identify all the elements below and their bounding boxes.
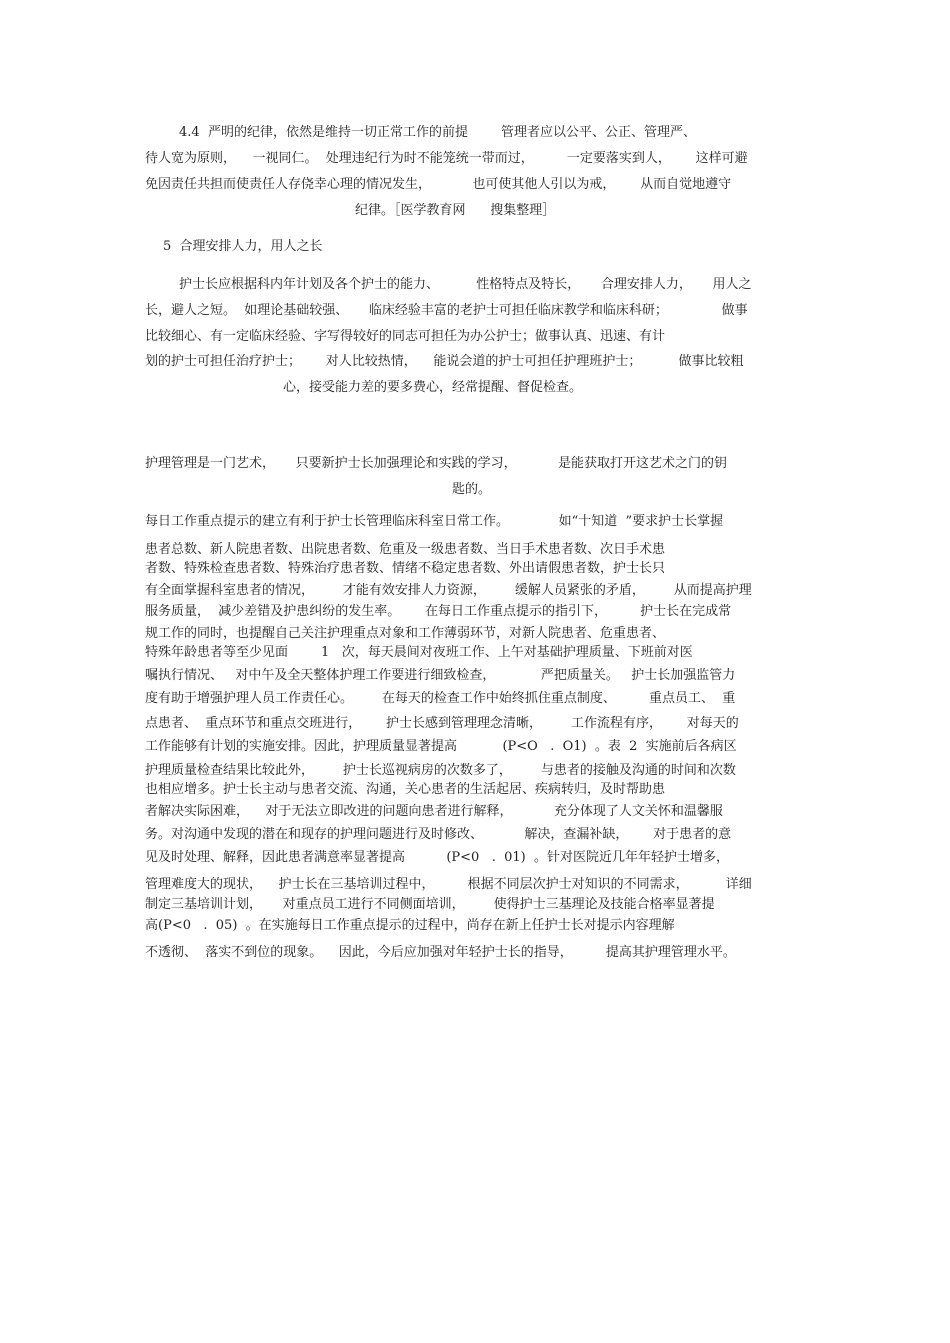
text-line: 点患者、 重点环节和重点交班进行， 护士长感到管理理念清晰， 工作流程有序， 对每天的 (145, 716, 739, 731)
text-line: 匙的。 (452, 482, 492, 497)
text-line: 护士长应根据科内年计划及各个护士的能力、 性格特点及特长， 合理安排人力， 用人之 (179, 277, 752, 292)
text-line: 不透彻、 落实不到位的现象。 因此，今后应加强对年轻护士长的指导， 提高其护理管理水平。 (145, 945, 736, 960)
text-line: 长，避人之短。 如理论基础较强、 临床经验丰富的老护士可担任临床教学和临床科研； 做事 (145, 303, 748, 318)
section-heading: 5 合理安排人力，用人之长 (163, 239, 323, 254)
text-line: 工作能够有计划的实施安排。因此，护理质量显著提高 (P<O . O1) 。表 2 实施前后各病区 (145, 739, 737, 754)
text-line: 免因责任共担而使责任人存侥幸心理的情况发生， 也可使其他人引以为戒， 从而自觉地遵守 (145, 177, 732, 192)
text-line: 待人宽为原则， 一视同仁。 处理违纪行为时不能笼统一带而过， 一定要落实到人， 这样可避 (145, 151, 748, 166)
text-line: 管理难度大的现状， 护士长在三基培训过程中， 根据不同层次护士对知识的不同需求， 详细 (145, 877, 752, 892)
text-line: 4.4 严明的纪律，依然是维持一切正常工作的前提 管理者应以公平、公正、管理严、 (179, 125, 696, 140)
text-line: 划的护士可担任治疗护士； 对人比较热情， 能说会道的护士可担任护理班护士； 做事比较粗 (145, 354, 744, 369)
text-line: 者解决实际困难， 对于无法立即改进的问题向患者进行解释， 充分体现了人文关怀和温馨服 (145, 804, 723, 819)
text-line: 纪律。［医学教育网 搜集整理］ (355, 203, 556, 218)
text-line: 心，接受能力差的要多费心，经常提醒、督促检查。 (283, 380, 583, 395)
text-line: 护理质量检查结果比较此外， 护士长巡视病房的次数多了， 与患者的接触及沟通的时间和次数 (145, 763, 736, 778)
text-line: 服务质量， 减少差错及护患纠纷的发生率。 在每日工作重点提示的指引下， 护士长在完成常 (145, 604, 732, 619)
text-line: 规工作的同时，也提醒自己关注护理重点对象和工作薄弱环节，对新人院患者、危重患者、 (145, 626, 666, 641)
text-line: 高(P<0 . 05) 。在实施每日工作重点提示的过程中，尚存在新上任护士长对提示内容理解 (145, 918, 675, 933)
text-line: 有全面掌握科室患者的情况， 才能有效安排人力资源， 缓解人员紧张的矛盾， 从而提高护理 (145, 583, 752, 598)
text-line: 嘱执行情况、 对中午及全天整体护理工作要进行细致检查， 严把质量关。 护士长加强监管力 (145, 668, 736, 683)
text-line: 比较细心、有一定临床经验、字写得较好的同志可担任为办公护士；做事认真、迅速、有计 (145, 329, 666, 344)
text-line: 务。对沟通中发现的潜在和现存的护理问题进行及时修改、 解决，查漏补缺， 对于患者的意 (145, 827, 732, 842)
text-line: 每日工作重点提示的建立有利于护士长管理临床科室日常工作。 如“十知道 ”要求护士长掌握 (145, 514, 724, 529)
text-line: 也相应增多。护士长主动与患者交流、沟通，关心患者的生活起居、疾病转归，及时帮助患 (145, 782, 666, 797)
text-line: 度有助于增强护理人员工作责任心。 在每天的检查工作中始终抓住重点制度、 重点员工、 重 (145, 691, 736, 706)
text-line: 制定三基培训计划， 对重点员工进行不同侧面培训， 使得护士三基理论及技能合格率显著提 (145, 897, 715, 912)
text-line: 见及时处理、解释，因此患者满意率显著提高 (P<0 . 01) 。针对医院近几年年轻护士增多， (145, 850, 729, 865)
text-line: 者数、特殊检查患者数、特殊治疗患者数、情绪不稳定患者数、外出请假患者数，护士长只 (145, 561, 666, 576)
text-line: 患者总数、新人院患者数、出院患者数、危重及一级患者数、当日手术患者数、次日手术患 (145, 542, 666, 557)
text-line: 特殊年龄患者等至少见面 1 次，每天晨间对夜班工作、上午对基础护理质量、下班前对医 (145, 645, 693, 660)
text-line: 护理管理是一门艺术， 只要新护士长加强理论和实践的学习， 是能获取打开这艺术之门的钥 (145, 456, 727, 471)
